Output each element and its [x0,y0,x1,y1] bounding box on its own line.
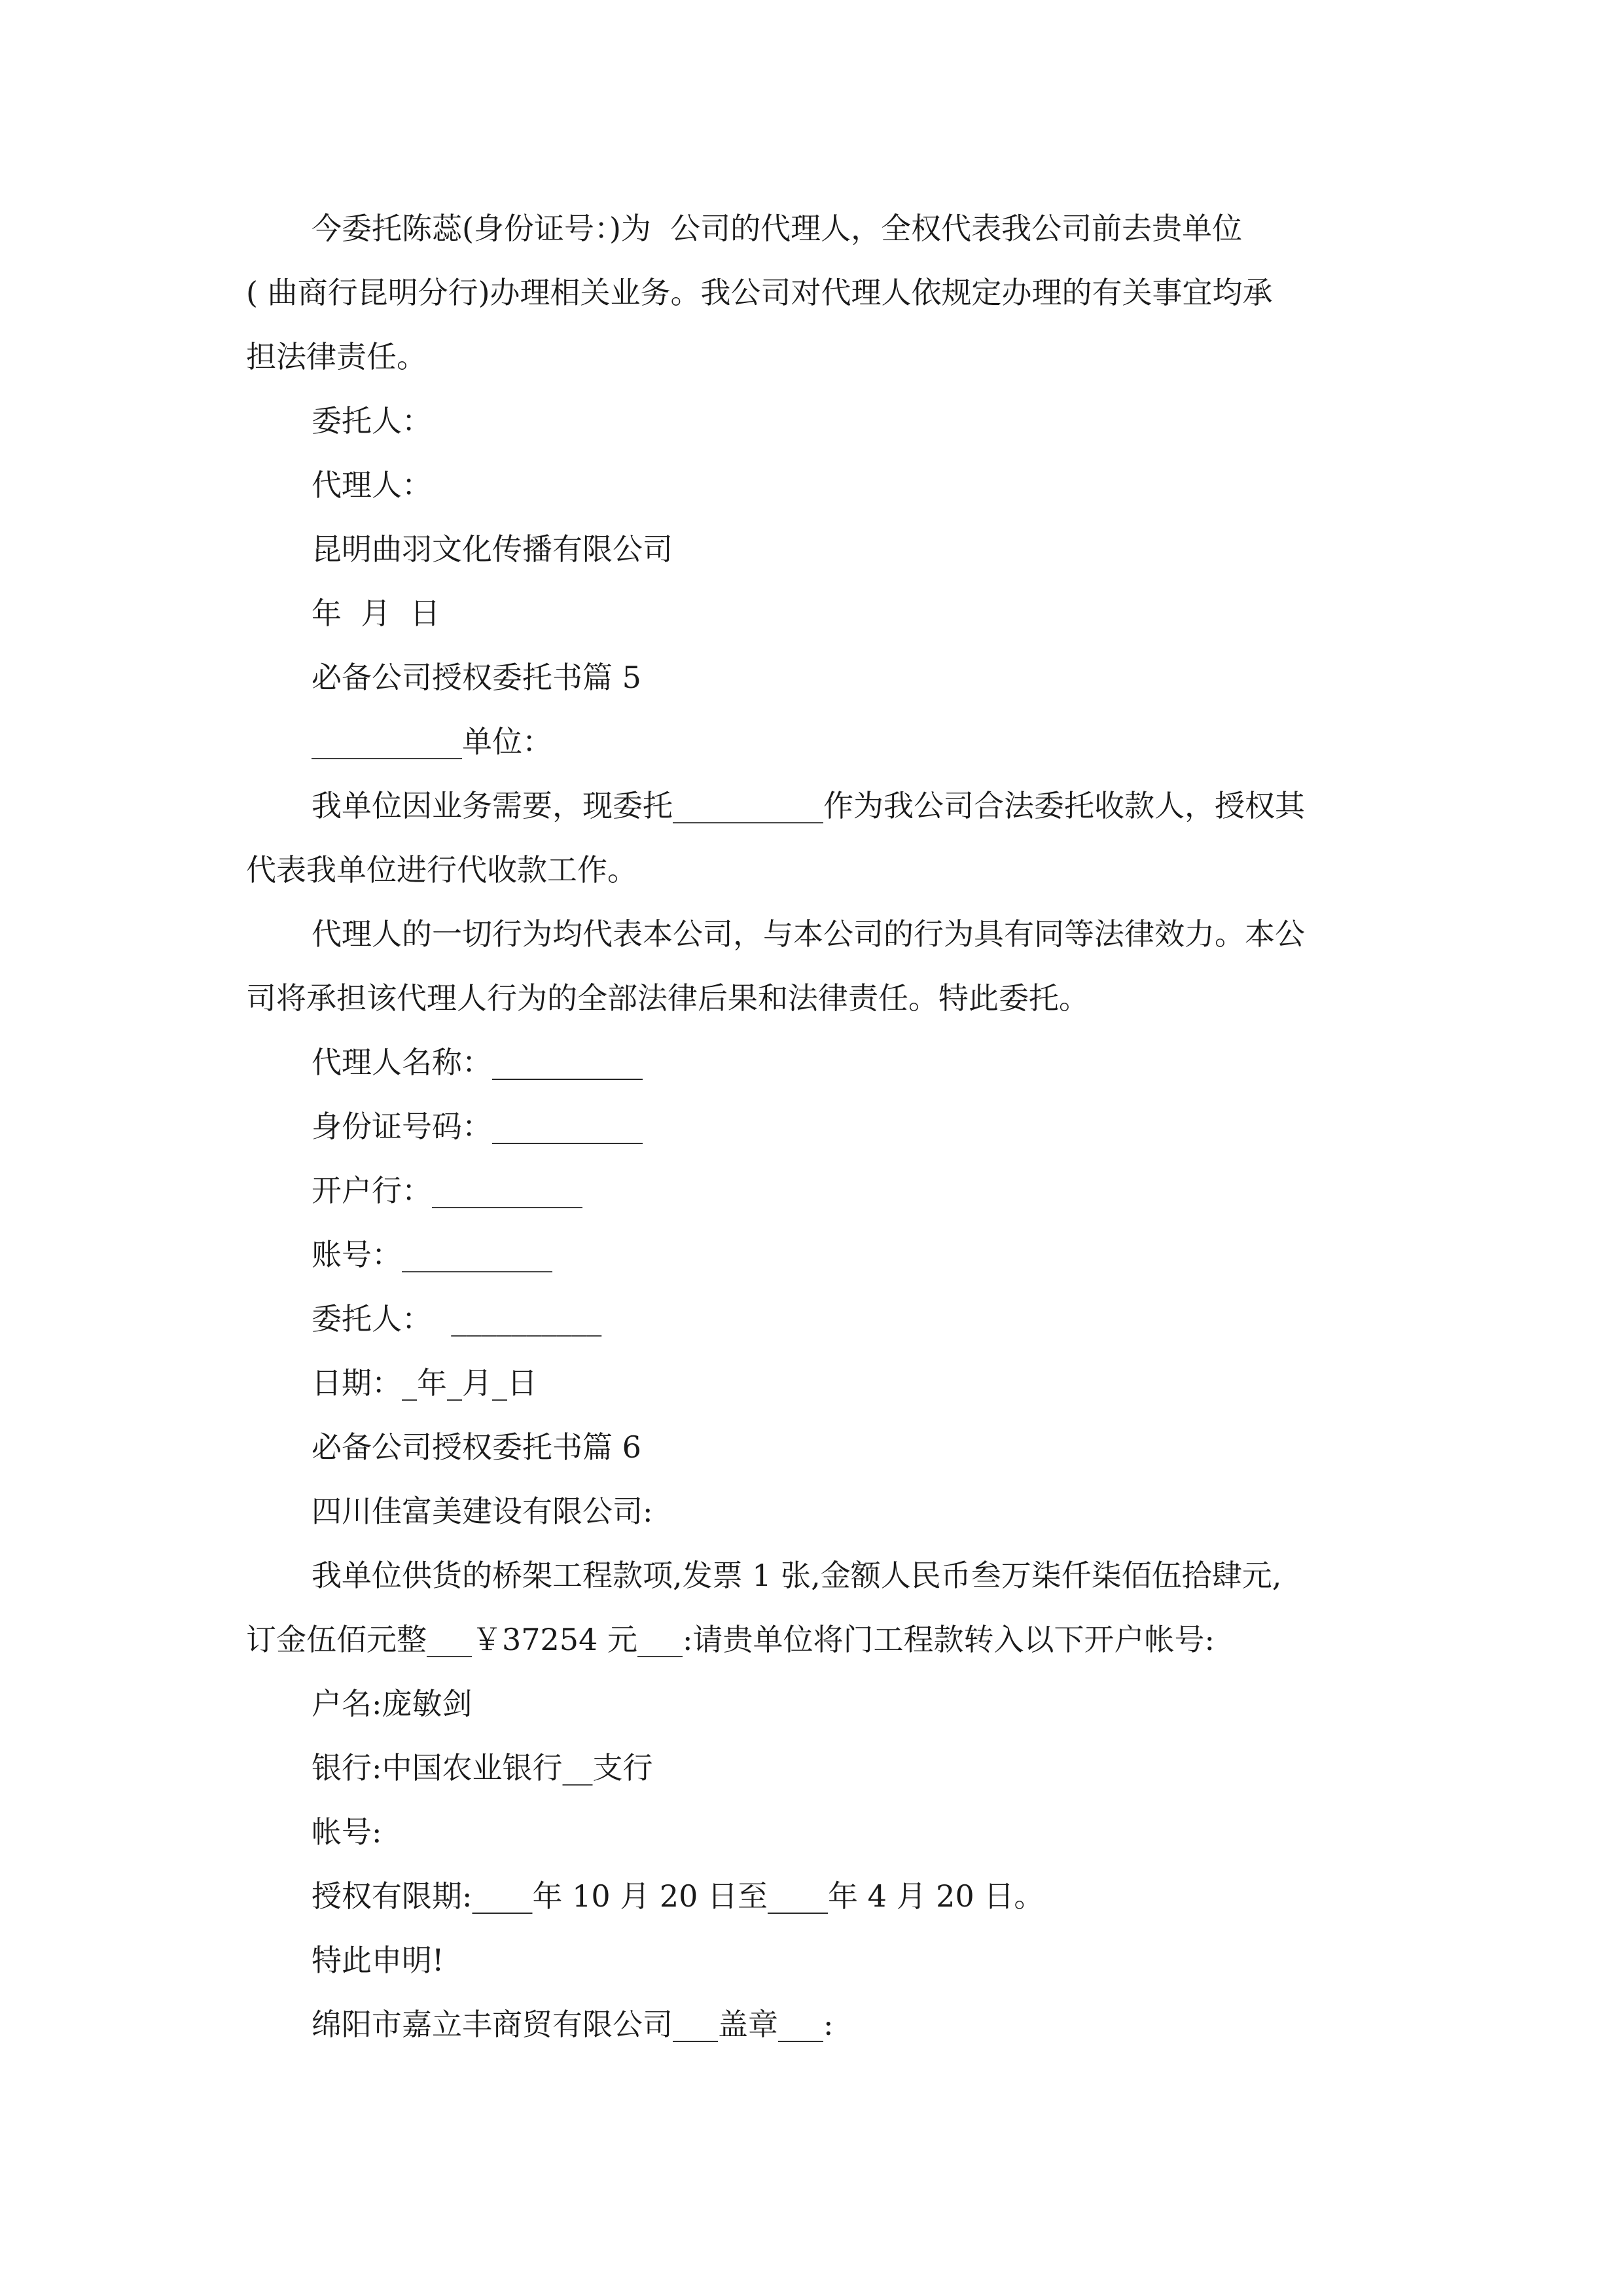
signature-line: 绵阳市嘉立丰商贸有限公司___盖章___: [312,2007,834,2042]
bank-line: 银行:中国农业银行__支行 [312,1750,653,1785]
addressee-line: __________单位： [312,724,552,759]
document-body [246,196,1380,2056]
declaration-line: 特此申明! [312,1943,444,1978]
body-line: 代理人的一切行为均代表本公司，与本公司的行为具有同等法律效力。本公 [312,916,1305,952]
company-name: 昆明曲羽文化传播有限公司 [312,531,673,567]
body-line: 司将承担该代理人行为的全部法律后果和法律责任。特此委托。 [246,980,1089,1016]
validity-period-line: 授权有限期:____年 10 月 20 日至____年 4 月 20 日。 [312,1878,1044,1914]
bank-field: 开户行：__________ [312,1173,582,1208]
section-title: 必备公司授权委托书篇 6 [312,1429,641,1465]
id-number-field: 身份证号码：__________ [312,1109,643,1144]
body-line: 我单位供货的桥架工程款项,发票 1 张,金额人民币叁万柒仟柒佰伍拾肆元, [312,1558,1282,1593]
principal-label: 委托人： [312,403,432,439]
account-holder-line: 户名:庞敏剑 [312,1686,473,1721]
date-field: 日期：_年_月_日 [312,1365,537,1401]
body-line: 担法律责任。 [246,339,427,374]
body-line: 订金伍佰元整___￥37254 元___:请贵单位将门工程款转入以下开户帐号: [246,1622,1215,1657]
date-line: 年 月 日 [312,596,440,631]
body-line: 代表我单位进行代收款工作。 [246,852,637,888]
account-field: 账号：__________ [312,1237,552,1272]
body-line: ( 曲商行昆明分行)办理相关业务。我公司对代理人依规定办理的有关事宜均承 [246,275,1273,310]
account-number-line: 帐号: [312,1814,382,1850]
agent-label: 代理人： [312,467,432,503]
agent-name-field: 代理人名称：__________ [312,1045,643,1080]
body-line: 我单位因业务需要，现委托__________作为我公司合法委托收款人，授权其 [312,788,1305,823]
addressee-line: 四川佳富美建设有限公司: [312,1494,653,1529]
section-title: 必备公司授权委托书篇 5 [312,660,641,695]
body-line: 今委托陈蕊(身份证号：)为 公司的代理人，全权代表我公司前去贵单位 [312,211,1243,246]
principal-field: 委托人： __________ [312,1301,602,1336]
